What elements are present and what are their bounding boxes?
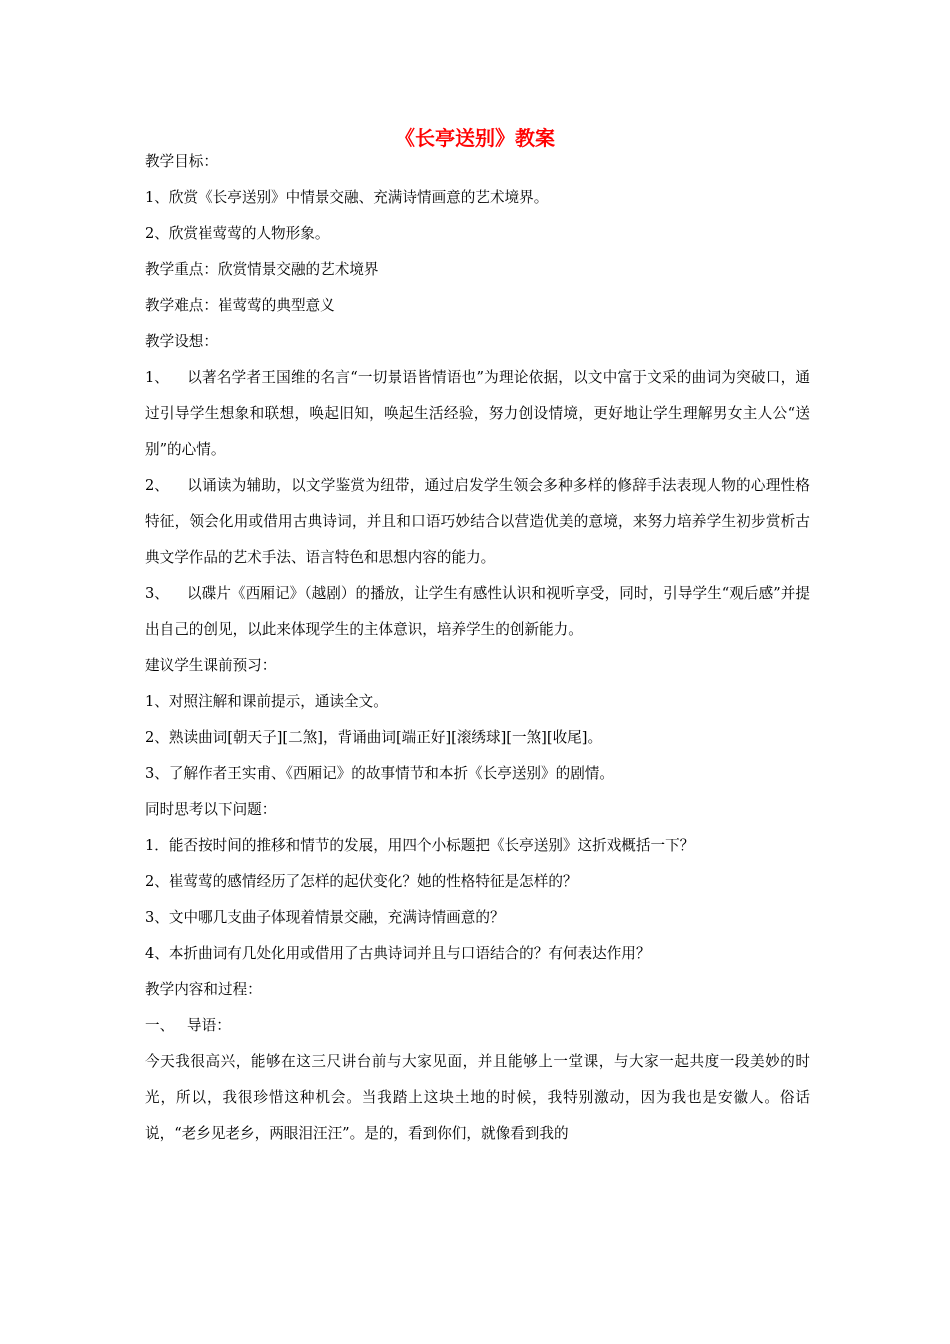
- key-point: 教学重点：欣赏情景交融的艺术境界: [145, 261, 379, 278]
- design-item-1-text: 以著名学者王国维的名言“一切景语皆情语也”为理论依据，以文中富于文采的曲词为突破口，通过引导学生想象和联想，唤起旧知，唤起生活经验，努力创设情境，更好地让学生理解男女主人公“送别”的心情。: [145, 369, 810, 458]
- preview-item-3: 3、了解作者王实甫、《西厢记》的故事情节和本折《长亭送别》的剧情。: [145, 765, 614, 782]
- section-1-heading: [145, 1008, 810, 1044]
- preview-heading: 建议学生课前预习：: [145, 657, 277, 674]
- goal-item-1: 1、欣赏《长亭送别》中情景交融、充满诗情画意的艺术境界。: [145, 189, 549, 206]
- intro-paragraph: 今天我很高兴，能够在这三尺讲台前与大家见面，并且能够上一堂课，与大家一起共度一段美妙的时光，所以，我很珍惜这种机会。当我踏上这块土地的时候，我特别激动，因为我也是安徽人。俗话说，“老乡见老乡，两眼泪汪汪”。是的，看到你们，就像看到我的: [145, 1053, 810, 1142]
- design-item-1: [145, 360, 810, 468]
- document-body: [145, 144, 810, 1152]
- design-item-2: [145, 468, 810, 576]
- design-item-3: [145, 576, 810, 648]
- design-item-3-number: 3、: [145, 585, 169, 602]
- think-heading: 同时思考以下问题：: [145, 801, 277, 818]
- think-item-1: 1．能否按时间的推移和情节的发展，用四个小标题把《长亭送别》这折戏概括一下？: [145, 837, 695, 854]
- difficult-point: 教学难点：崔莺莺的典型意义: [145, 297, 335, 314]
- think-item-4: 4、本折曲词有几处化用或借用了古典诗词并且与口语结合的？有何表达作用？: [145, 945, 651, 962]
- preview-item-2: 2、熟读曲词[朝天子][二煞]，背诵曲词[端正好][滚绣球][一煞][收尾]。: [145, 729, 603, 746]
- document-title: 《长亭送别》教案: [395, 126, 555, 150]
- think-item-3: 3、文中哪几支曲子体现着情景交融，充满诗情画意的？: [145, 909, 505, 926]
- process-heading: 教学内容和过程：: [145, 981, 262, 998]
- design-heading: 教学设想：: [145, 333, 218, 350]
- goal-heading: 教学目标：: [145, 153, 218, 170]
- think-item-2: 2、崔莺莺的感情经历了怎样的起伏变化？她的性格特征是怎样的？: [145, 873, 578, 890]
- design-item-2-number: 2、: [145, 477, 169, 494]
- design-item-2-text: 以诵读为辅助，以文学鉴赏为纽带，通过启发学生领会多种多样的修辞手法表现人物的心理性格特征，领会化用或借用古典诗词，并且和口语巧妙结合以营造优美的意境，来努力培养学生初步赏析古典文学作品的艺术手法、语言特色和思想内容的能力。: [145, 477, 810, 566]
- goal-item-2: 2、欣赏崔莺莺的人物形象。: [145, 225, 330, 242]
- preview-item-1: 1、对照注解和课前提示，通读全文。: [145, 693, 388, 710]
- design-item-1-number: 1、: [145, 369, 169, 386]
- section-1-label: 导语：: [187, 1017, 231, 1034]
- section-1-number: 一、: [145, 1017, 175, 1034]
- design-item-3-text: 以碟片《西厢记》（越剧）的播放，让学生有感性认识和视听享受，同时，引导学生“观后感”并提出自己的创见，以此来体现学生的主体意识，培养学生的创新能力。: [145, 585, 810, 638]
